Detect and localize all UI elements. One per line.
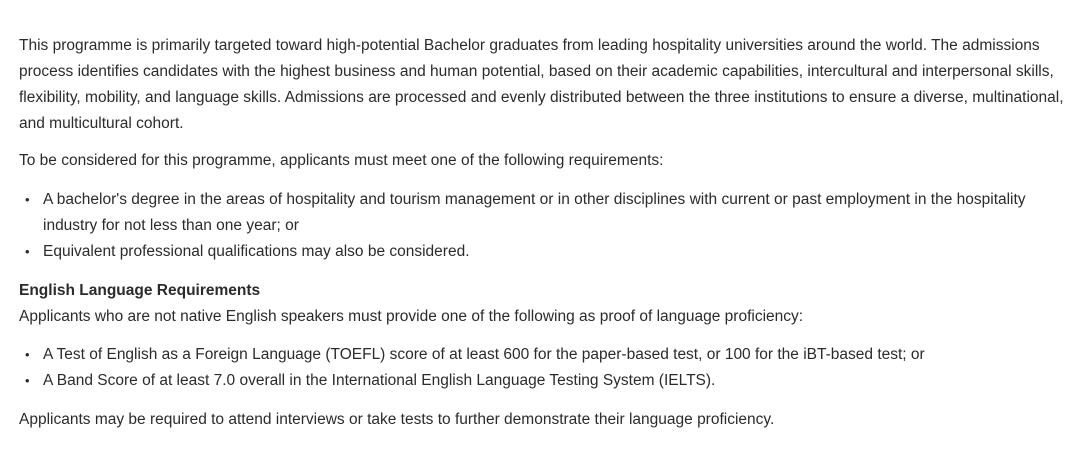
english-requirements-list: [19, 342, 1064, 394]
requirements-lead: To be considered for this programme, applicants must meet one of the following requirements:: [19, 152, 664, 169]
english-requirement-text: A Test of English as a Foreign Language (TOEFL) score of at least 600 for the paper-based test, or 100 for the iBT-based test; or: [43, 346, 925, 363]
closing-paragraph: Applicants may be required to attend interviews or take tests to further demonstrate their language proficiency.: [19, 411, 775, 428]
requirements-list: [19, 187, 1064, 265]
intro-paragraph: This programme is primarily targeted toward high-potential Bachelor graduates from leading hospitality universities around the world. The admissions process identifies candidates with the highest business and human potential, based on their academic capabilities, intercultural and interpersonal skills, flexibility, mobility, and language skills. Admissions are processed and evenly distributed between the three institutions to ensure a diverse, multinational, and multicultural cohort.: [19, 37, 1064, 132]
list-item: [19, 187, 1064, 239]
bullet-icon: •: [25, 192, 30, 207]
list-item: [19, 368, 1064, 394]
requirement-text: Equivalent professional qualifications may also be considered.: [43, 243, 470, 260]
english-requirements-lead: Applicants who are not native English speakers must provide one of the following as proof of language proficiency:: [19, 308, 804, 325]
programme-requirements-section: [19, 33, 1064, 433]
list-item: [19, 239, 1064, 265]
english-requirement-text: A Band Score of at least 7.0 overall in the International English Language Testing System (IELTS).: [43, 372, 716, 389]
bullet-icon: •: [25, 244, 30, 259]
bullet-icon: •: [25, 373, 30, 388]
requirement-text: A bachelor's degree in the areas of hospitality and tourism management or in other disciplines with current or past employment in the hospitality industry for not less than one year; or: [43, 191, 1026, 234]
bullet-icon: •: [25, 347, 30, 362]
english-requirements-heading: English Language Requirements: [19, 282, 261, 299]
list-item: [19, 342, 1064, 368]
